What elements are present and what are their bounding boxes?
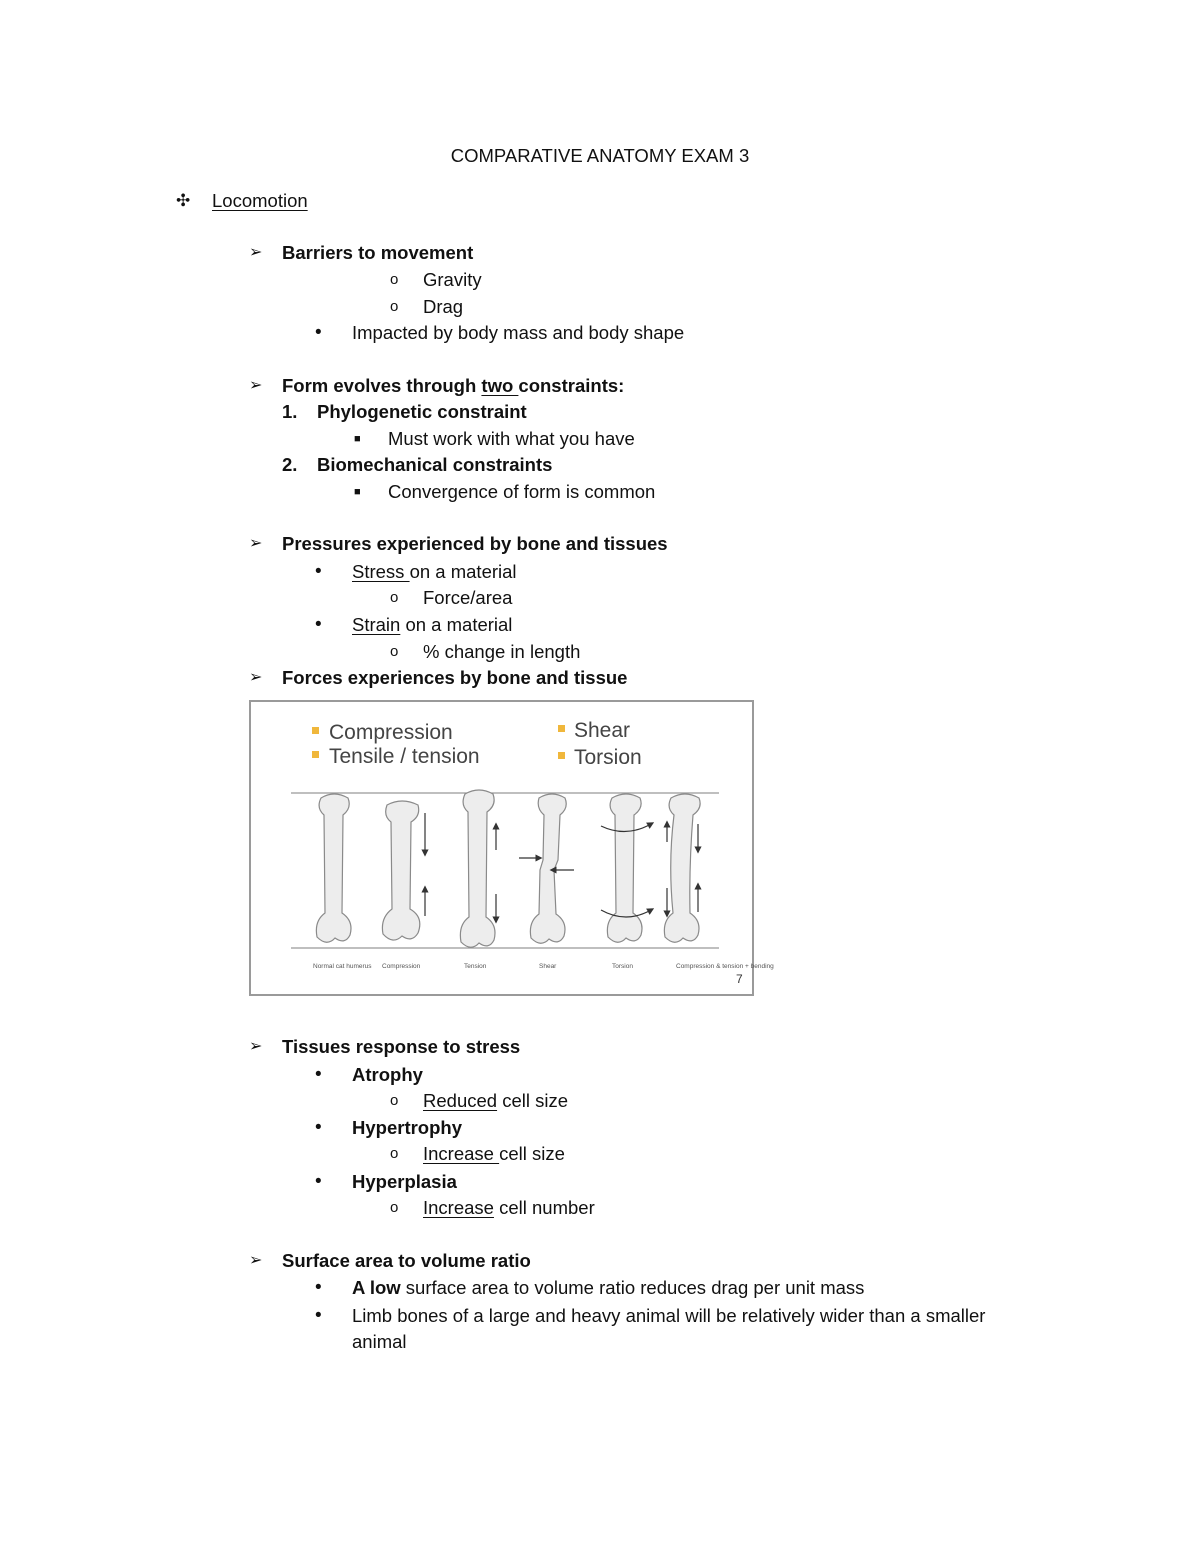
dot-bullet-icon: • bbox=[315, 1064, 322, 1085]
caption: Shear bbox=[539, 963, 557, 970]
bone-shear bbox=[530, 794, 566, 943]
bone-forces-illustration bbox=[251, 702, 774, 994]
caption: Tension bbox=[464, 963, 487, 970]
legend-label: Compression bbox=[329, 721, 453, 744]
bone-tension bbox=[460, 790, 495, 947]
list-item: Must work with what you have bbox=[388, 428, 635, 449]
list-item: Gravity bbox=[423, 269, 482, 290]
dot-bullet-icon: • bbox=[315, 1305, 322, 1326]
list-item: Strain on a material bbox=[352, 614, 513, 635]
constraint-label: Phylogenetic constraint bbox=[317, 401, 527, 422]
pressures-heading: Pressures experienced by bone and tissues bbox=[282, 533, 668, 554]
square-bullet-icon: ■ bbox=[354, 486, 361, 498]
arrowhead-bullet-icon: ➢ bbox=[249, 535, 263, 552]
legend-label: Shear bbox=[574, 719, 631, 742]
constraint-number: 1. bbox=[282, 401, 298, 422]
circle-bullet-icon: o bbox=[390, 1145, 399, 1162]
dot-bullet-icon: • bbox=[315, 1171, 322, 1192]
dot-bullet-icon: • bbox=[315, 561, 322, 582]
bone-bending bbox=[664, 794, 700, 942]
four-point-star-icon: ✣ bbox=[176, 191, 191, 210]
legend-label: Tensile / tension bbox=[329, 745, 480, 768]
bone-torsion bbox=[607, 794, 642, 942]
list-item: Hyperplasia bbox=[352, 1171, 457, 1192]
list-item: Impacted by body mass and body shape bbox=[352, 322, 685, 343]
legend-marker bbox=[558, 725, 565, 732]
circle-bullet-icon: o bbox=[390, 643, 399, 660]
bone-forces-figure bbox=[249, 700, 774, 996]
constraint-number: 2. bbox=[282, 454, 298, 475]
dot-bullet-icon: • bbox=[315, 1117, 322, 1138]
surface-heading: Surface area to volume ratio bbox=[282, 1250, 531, 1271]
legend-label: Torsion bbox=[574, 746, 642, 769]
list-item: Increase cell size bbox=[423, 1143, 565, 1164]
constraint-label: Biomechanical constraints bbox=[317, 454, 553, 475]
arrowhead-bullet-icon: ➢ bbox=[249, 377, 263, 394]
caption: Compression bbox=[382, 963, 421, 970]
caption: Compression & tension + bending bbox=[676, 963, 774, 970]
list-item: % change in length bbox=[423, 641, 581, 662]
circle-bullet-icon: o bbox=[390, 589, 399, 606]
dot-bullet-icon: • bbox=[315, 322, 322, 343]
list-item: Stress on a material bbox=[352, 561, 517, 582]
list-item: Convergence of form is common bbox=[388, 481, 656, 502]
legend-marker bbox=[312, 751, 319, 758]
dot-bullet-icon: • bbox=[315, 614, 322, 635]
list-item: Atrophy bbox=[352, 1064, 423, 1085]
list-item: Reduced cell size bbox=[423, 1090, 569, 1111]
barriers-heading: Barriers to movement bbox=[282, 242, 474, 263]
circle-bullet-icon: o bbox=[390, 271, 399, 288]
arrowhead-bullet-icon: ➢ bbox=[249, 669, 263, 686]
arrowhead-bullet-icon: ➢ bbox=[249, 1252, 263, 1269]
list-item-continuation: animal bbox=[352, 1331, 407, 1352]
list-item: Limb bones of a large and heavy animal will be relatively wider than a smaller bbox=[352, 1305, 986, 1326]
caption: Torsion bbox=[612, 963, 633, 970]
bone-normal bbox=[316, 794, 351, 942]
circle-bullet-icon: o bbox=[390, 298, 399, 315]
forces-heading: Forces experiences by bone and tissue bbox=[282, 667, 628, 688]
list-item: A low surface area to volume ratio reduces drag per unit mass bbox=[352, 1277, 865, 1298]
form-heading: Form evolves through two constraints: bbox=[282, 375, 625, 396]
legend-marker bbox=[312, 727, 319, 734]
legend-marker bbox=[558, 752, 565, 759]
caption: Normal cat humerus bbox=[313, 963, 372, 970]
slide-number: 7 bbox=[736, 972, 743, 986]
tissues-heading: Tissues response to stress bbox=[282, 1036, 521, 1057]
circle-bullet-icon: o bbox=[390, 1199, 399, 1216]
square-bullet-icon: ■ bbox=[354, 433, 361, 445]
section-heading: Locomotion bbox=[212, 190, 308, 211]
page-title: COMPARATIVE ANATOMY EXAM 3 bbox=[450, 145, 750, 166]
list-item: Increase cell number bbox=[423, 1197, 595, 1218]
arrowhead-bullet-icon: ➢ bbox=[249, 244, 263, 261]
bone-compression bbox=[382, 801, 419, 940]
list-item: Hypertrophy bbox=[352, 1117, 462, 1138]
circle-bullet-icon: o bbox=[390, 1092, 399, 1109]
list-item: Force/area bbox=[423, 587, 513, 608]
arrowhead-bullet-icon: ➢ bbox=[249, 1038, 263, 1055]
dot-bullet-icon: • bbox=[315, 1277, 322, 1298]
list-item: Drag bbox=[423, 296, 464, 317]
